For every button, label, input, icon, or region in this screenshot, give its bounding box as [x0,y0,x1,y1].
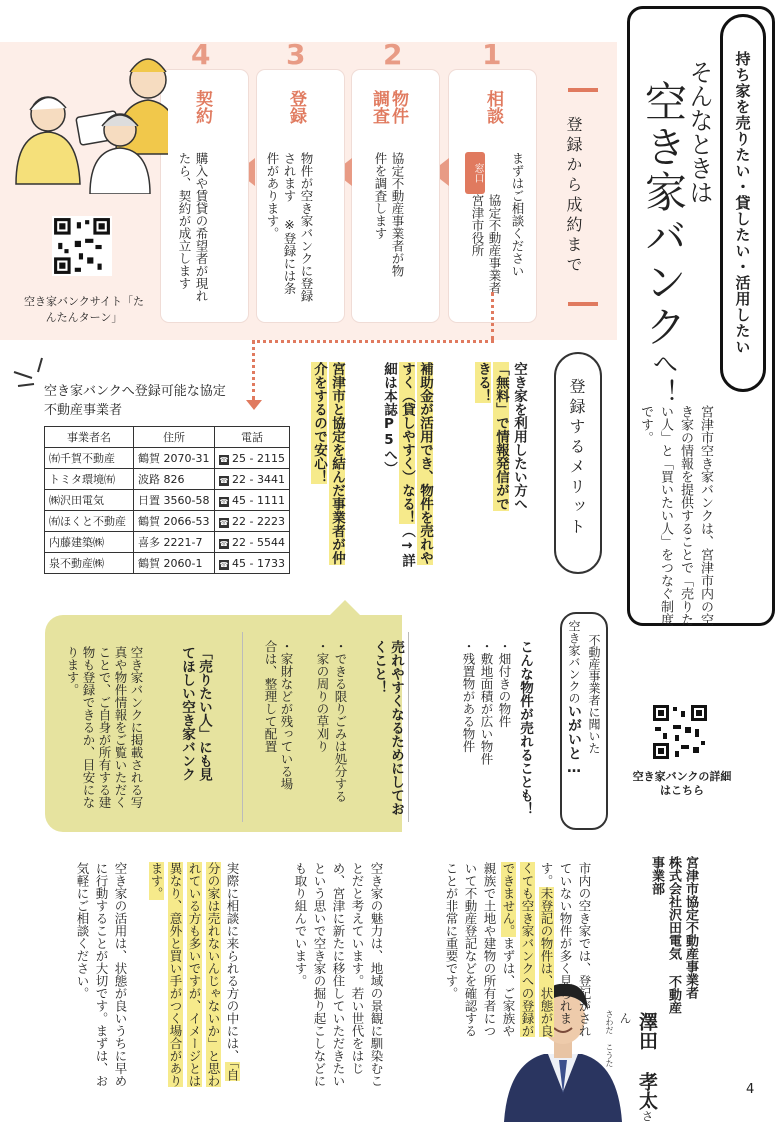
tips-body: 空き家バンクに掲載される写真や物件情報をご覧いただくことで、ご自身が所有する建物も登録できるか、目安になります。 [65,646,144,809]
table-row [45,490,290,511]
agency-phone-cell [215,469,290,490]
affiliation-1: 宮津市協定不動産事業者 [683,856,698,999]
tel-icon: ☎ [219,539,229,548]
step-title: 物件調査 [369,90,408,124]
tips-title: 「売りたい人」にも見てほしい空き家バンク [179,646,212,781]
paragraph-text: まずは、ご家族や親族で土地や建物の所有者について不動産登記などを確認することが非常に重要です。 [444,862,516,1037]
tips-title: 売れやすくなるためにしておくこと！ [371,640,404,816]
agency-name: 内藤建築㈱ [45,532,134,553]
connector-line [252,340,255,400]
step-body: 協定不動産事業者が物件を調査します [373,152,405,277]
table-row [45,469,290,490]
table-row [45,553,290,574]
table-header-row [45,427,290,448]
merit-label: 登録するメリット [567,378,586,538]
merit-item [474,362,528,512]
detail-qr-icon[interactable] [651,703,709,761]
affiliation-2: 株式会社沢田電気 不動産事業部 [649,856,681,1014]
tel-icon: ☎ [219,476,229,485]
step-number: 4 [191,38,211,71]
tips-item: ・家財などが残っている場合は、整理して配置 [263,640,294,790]
interviewee-name-kana: さわだ こうた [605,1010,614,1067]
agency-address: 日置 3560-58 [134,490,215,511]
step-contact: 協定不動産事業者 宮津市役所 [470,194,502,294]
tips-label-b [566,620,582,776]
tips-item: ・畑付きの物件 [497,640,512,728]
divider [568,88,598,92]
merit-text: 空き家を利用したい方へ [511,362,527,511]
agency-phone: 22 - 2223 [232,514,285,528]
step-number: 2 [383,38,403,71]
paragraph-text: 実際に相談に来られる方の中には、 [225,862,240,1062]
paragraph-text: 空き家の活用は、状態が良いうちに早めに行動することが大切です。まずは、お気軽にご相談ください。 [75,862,128,1087]
sparkle-icon [8,354,48,390]
step-title: 契約 [192,90,212,124]
divider [242,632,244,822]
merit-note: （→詳細は本誌P5へ） [381,362,415,567]
agency-phone: 22 - 5544 [232,535,285,549]
tips-label-c: いがいと… [566,704,582,776]
paragraph-highlight: 未登記の物件は、状態が良くても空き家バンクへの登録ができません。 [501,862,554,1037]
agency-name: トミタ環境㈲ [45,469,134,490]
title-pre: そんなときは [685,60,713,204]
paragraph-highlight: 「自分の家は売れないんじゃないか」と思われている方も多いですが、イメージとは異なり、意外と買い手がつく場合があります。 [149,862,240,1087]
interview-paragraph [40,862,130,1088]
merit-highlight: 補助金が活用でき、物件を売れやすく（貸しやすく）なる！ [399,362,433,565]
interview-paragraph [396,862,594,1048]
agency-name: ㈲千賀不動産 [45,448,134,469]
column-header: 事業者名 [45,427,134,448]
honorific: さん [618,1012,654,1122]
title-tagline [720,14,766,392]
merit-item [310,362,346,572]
agency-address: 波路 826 [134,469,215,490]
step-number: 3 [286,38,306,71]
table-row [45,532,290,553]
column-header: 電話 [215,427,290,448]
site-qr-label: 空き家バンクサイト「たんたんターン」 [24,295,145,324]
agency-table [44,426,290,574]
agency-address: 鶴賀 2070-31 [134,448,215,469]
tips-pointer [329,600,361,616]
step-number: 1 [482,38,502,71]
agency-phone-cell [215,490,290,511]
agency-address: 喜多 2221-7 [134,532,215,553]
consultation-illustration [8,44,168,194]
tel-icon: ☎ [219,518,229,527]
step-body: まずはご相談ください [510,152,525,277]
merit-item [380,362,434,572]
site-qr-icon[interactable] [52,216,112,276]
arrow-down-icon [246,400,262,410]
interview-paragraph [246,862,386,1088]
agency-phone-cell [215,448,290,469]
column-header: 住所 [134,427,215,448]
paragraph-text: 空き家の魅力は、地域の景観に馴染むことだと考えています。若い世代をはじめ、宮津に新たに移住していただきたいという思いで空き家の掘り起こしなどにも取り組んでいます。 [293,862,384,1087]
detail-qr-label: 空き家バンクの詳細はこちら [632,770,732,797]
tips-item: ・できる限りごみは処分する [333,640,348,803]
connector-line [491,292,494,340]
tips-item: ・残置物がある物件 [461,640,476,753]
page-title-main: 空き家バンク [639,80,688,350]
agency-name: ㈲ほくと不動産 [45,511,134,532]
paragraph-text: 市内の空き家では、登記がされていない物件が多く見られます。 [539,862,592,1037]
tel-icon: ☎ [219,560,229,569]
step-title: 登録 [286,90,306,124]
title-description: 宮津市空き家バンクは、宮津市内の空き家の情報を提供することで「売りたい人」と「買いたい人」をつなぐ制度です。 [638,405,713,626]
process-label: 登録から成約まで [564,116,583,276]
table-row [45,511,290,532]
agency-phone: 45 - 1733 [232,556,285,570]
agency-phone: 45 - 1111 [232,493,285,507]
tips-item: ・家の周りの草刈り [315,640,330,753]
table-row [45,448,290,469]
agency-address: 鶴賀 2066-53 [134,511,215,532]
agency-title: 空き家バンクへ登録可能な協定不動産事業者 [44,384,226,418]
agency-phone-cell [215,511,290,532]
page-title-post: へ！ [648,350,678,408]
tel-icon: ☎ [219,497,229,506]
agency-name: 泉不動産㈱ [45,553,134,574]
tips-item: ・敷地面積が広い物件 [479,640,494,765]
agency-phone-cell [215,532,290,553]
merit-highlight: 「無料」で情報発信ができる！ [475,362,509,511]
contact-badge: 窓口 [465,152,485,194]
divider [568,302,598,306]
connector-line [252,340,494,343]
step-title: 相談 [483,90,503,124]
merit-highlight: 宮津市と協定を結んだ事業者が仲介をするので安心！ [311,362,345,565]
agency-phone-cell [215,553,290,574]
interview-paragraph [132,862,242,1088]
interviewee-affiliation [648,856,699,1026]
page-number: 4 [746,1082,755,1097]
agency-phone: 22 - 3441 [232,472,285,486]
tel-icon: ☎ [219,455,229,464]
tagline-text: 持ち家を売りたい・貸したい・活用したい [733,51,752,355]
step-body: 物件が空き家バンクに登録されます ※登録には条件があります。 [265,152,314,302]
divider [408,632,410,822]
tips-title: こんな物件が売れることも！ [517,640,533,816]
tips-label-b-text: 空き家バンクの [567,620,581,704]
agency-address: 鶴賀 2060-1 [134,553,215,574]
page-title [640,80,686,408]
tips-label-a: 不動産事業者に聞いた [587,634,601,754]
step-body: 購入や賃貸の希望者が現れたら、契約が成立します [177,152,209,302]
name-text: 澤田 孝太 [636,1012,658,1110]
agency-phone: 25 - 2115 [232,451,285,465]
agency-name: ㈱沢田電気 [45,490,134,511]
